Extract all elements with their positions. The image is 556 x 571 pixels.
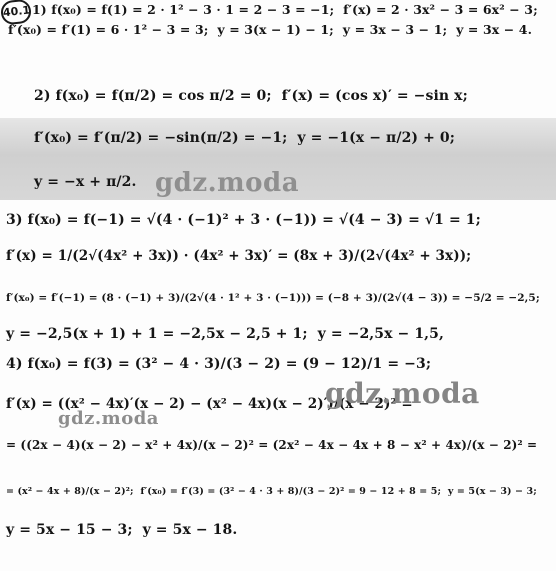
solution-line-13: = (x² − 4x + 8)/(x − 2)²; f′(x₀) = f′(3) = (3² − 4 · 3 + 8)/(3 − 2)² = 9 − 12 + 8 = 5; y = 5(x − 3) − 3; <box>6 486 537 497</box>
exercise-number-badge: 40.1 <box>0 0 32 26</box>
solution-line-10: 4) f(x₀) = f(3) = (3² − 4 · 3)/(3 − 2) = (9 − 12)/1 = −3; <box>6 356 432 372</box>
solution-line-1: 1) f(x₀) = f(1) = 2 · 1² − 3 · 1 = 2 − 3 = −1; f′(x) = 2 · 3x² − 3 = 6x² − 3; <box>32 2 538 17</box>
solution-line-12: = ((2x − 4)(x − 2) − x² + 4x)/(x − 2)² = (2x² − 4x − 4x + 8 − x² + 4x)/(x − 2)² = <box>6 438 538 452</box>
watermark: gdz.moda <box>58 408 159 429</box>
solution-line-6: 3) f(x₀) = f(−1) = √(4 · (−1)² + 3 · (−1)) = √(4 − 3) = √1 = 1; <box>6 212 481 228</box>
watermark: gdz.moda <box>325 377 480 410</box>
watermark: gdz.moda <box>155 168 300 198</box>
solution-line-9: y = −2,5(x + 1) + 1 = −2,5x − 2,5 + 1; y = −2,5x − 1,5, <box>6 326 444 342</box>
solution-line-4: f′(x₀) = f′(π/2) = −sin(π/2) = −1; y = −1(x − π/2) + 0; <box>34 130 456 146</box>
solution-line-5: y = −x + π/2. <box>34 174 137 190</box>
solution-line-3: 2) f(x₀) = f(π/2) = cos π/2 = 0; f′(x) = (cos x)′ = −sin x; <box>34 88 468 104</box>
solution-line-7: f′(x) = 1/(2√(4x² + 3x)) · (4x² + 3x)′ = (8x + 3)/(2√(4x² + 3x)); <box>6 248 472 264</box>
solution-line-14: y = 5x − 15 − 3; y = 5x − 18. <box>6 522 238 538</box>
solution-line-8: f′(x₀) = f′(−1) = (8 · (−1) + 3)/(2√(4 · 1² + 3 · (−1))) = (−8 + 3)/(2√(4 − 3)) = −5/2 = −2,5; <box>6 292 540 304</box>
solution-line-11: f′(x) = ((x² − 4x)′(x − 2) − (x² − 4x)(x − 2)′)/(x − 2)² = <box>6 396 413 412</box>
solution-line-2: f′(x₀) = f′(1) = 6 · 1² − 3 = 3; y = 3(x − 1) − 1; y = 3x − 3 − 1; y = 3x − 4. <box>8 22 533 37</box>
